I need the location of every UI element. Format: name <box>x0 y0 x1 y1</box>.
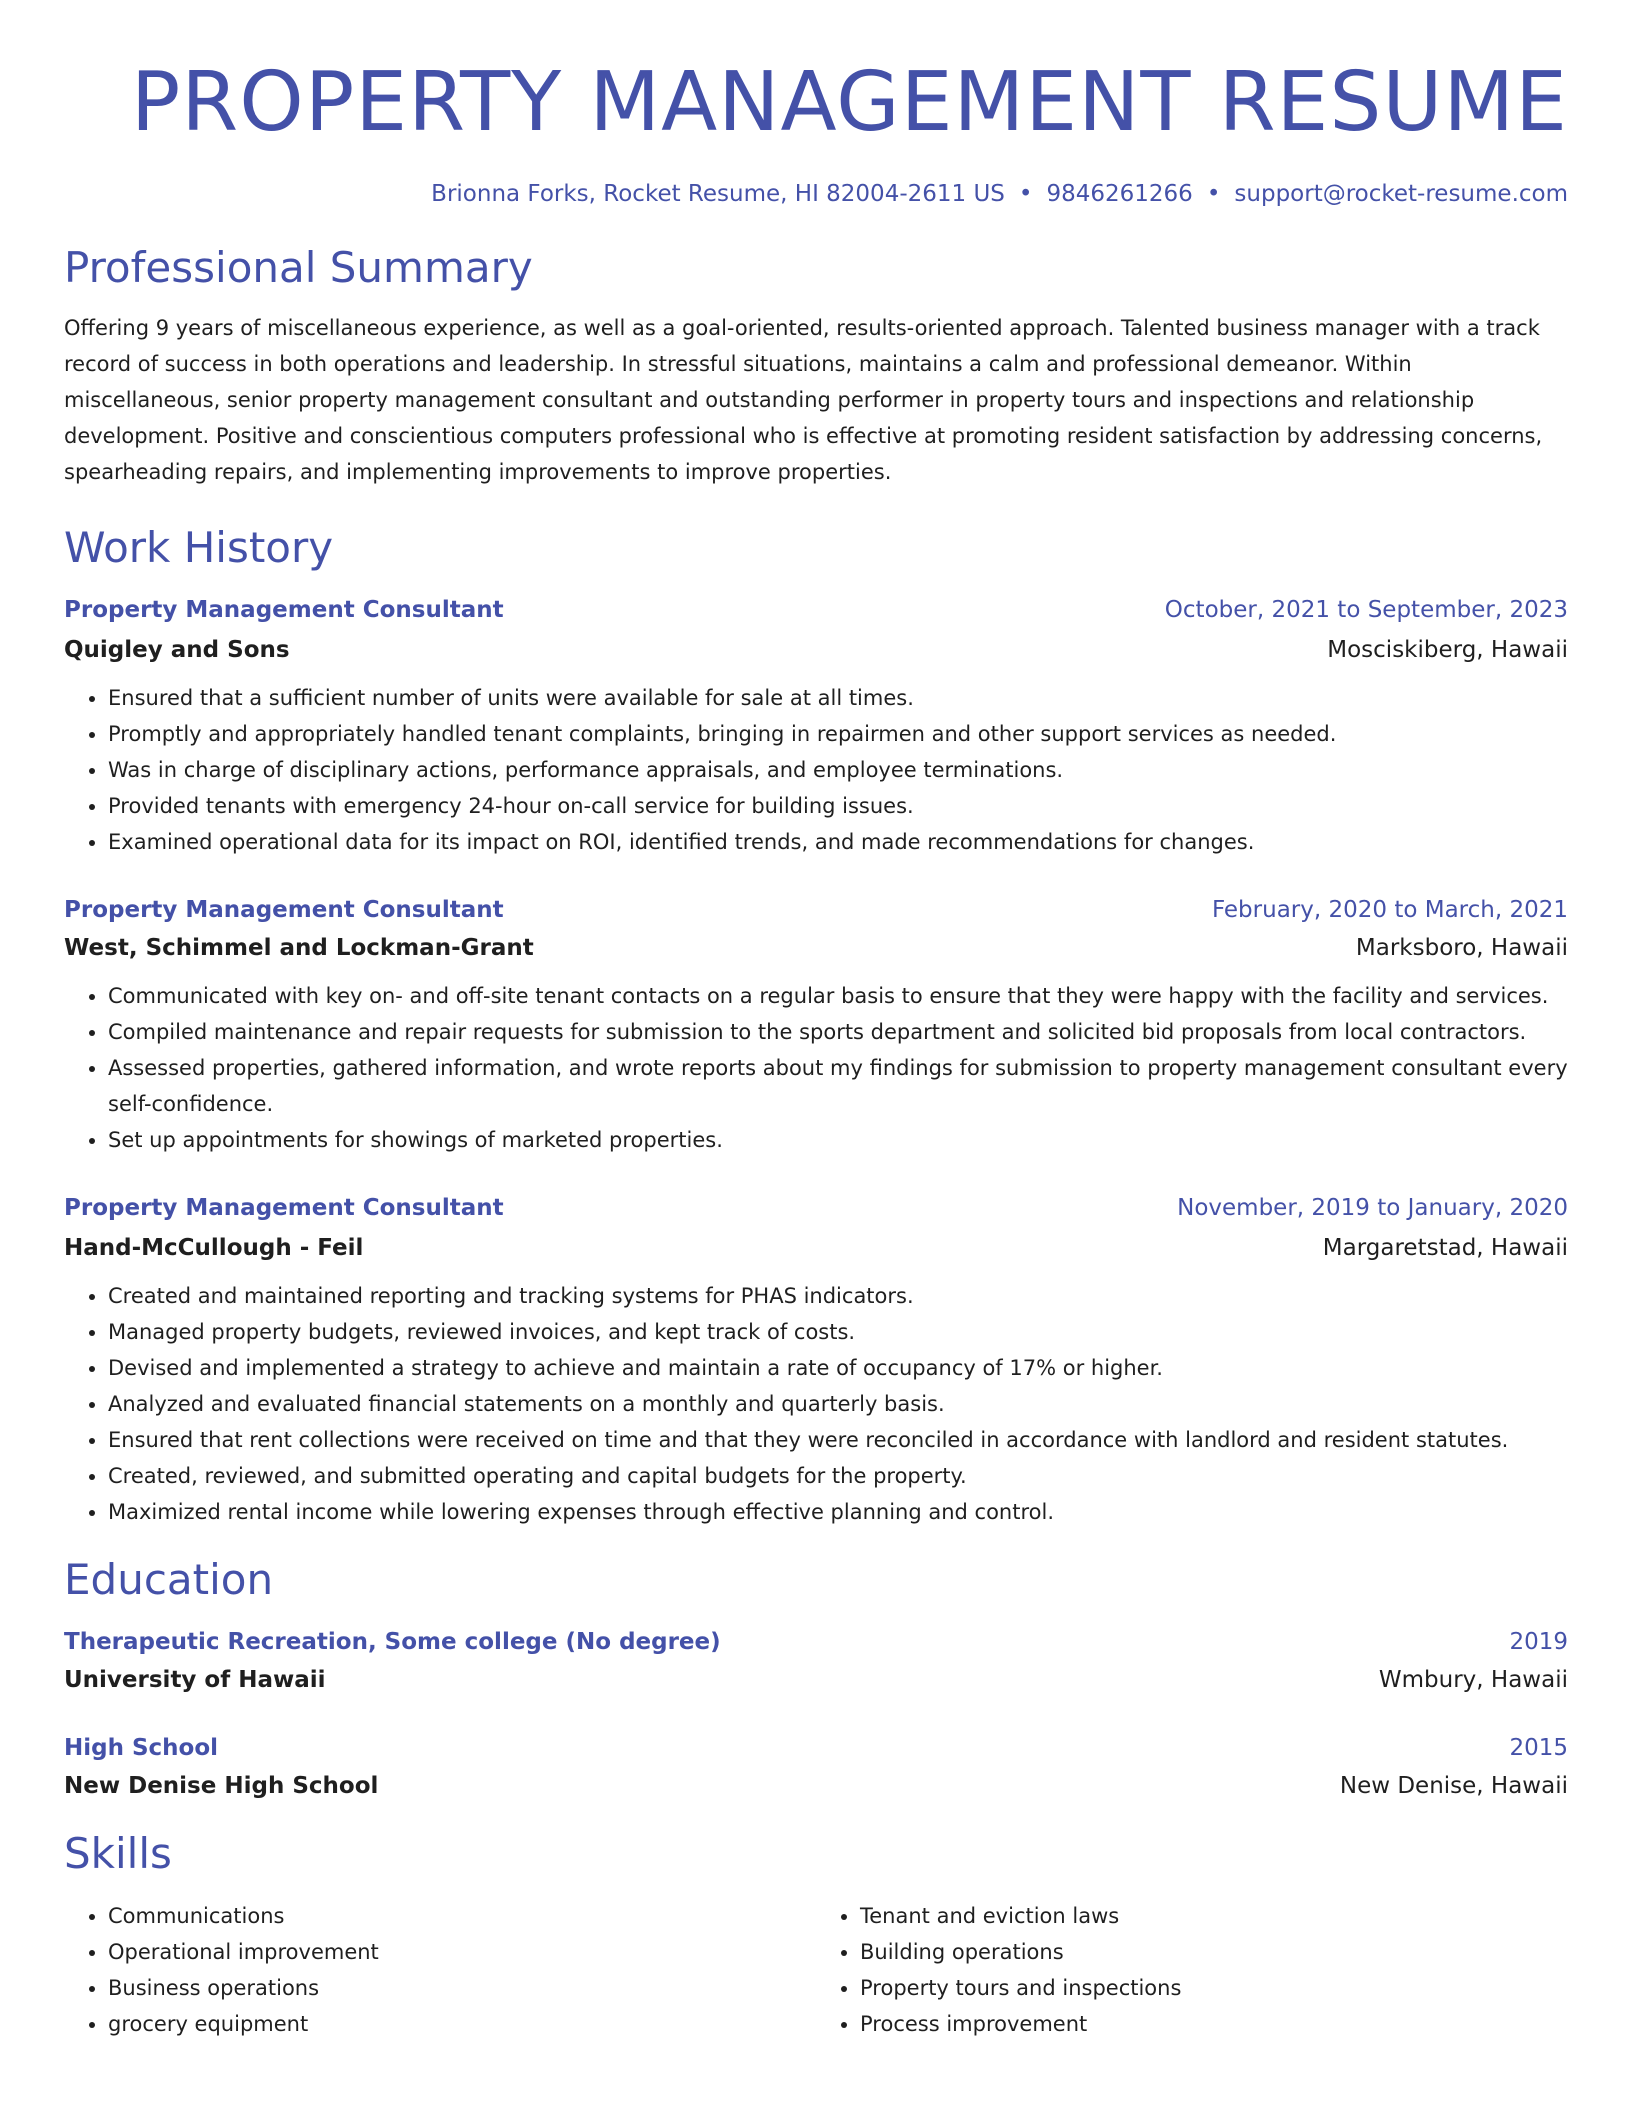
job-bullets <box>64 1278 1568 1530</box>
job-bullets <box>64 978 1568 1158</box>
education-degree: Therapeutic Recreation, Some college (No degree) <box>64 1629 721 1655</box>
job-header-row <box>64 1190 1568 1226</box>
education-school-row <box>64 1768 1568 1804</box>
contact-email: support@rocket-resume.com <box>1234 181 1568 207</box>
job-header-row <box>64 592 1568 628</box>
education-location: New Denise, Hawaii <box>1339 1773 1568 1799</box>
job-entry <box>64 592 1568 860</box>
list-item: • Communications <box>108 1898 816 1934</box>
education-degree: High School <box>64 1735 219 1761</box>
job-entry <box>64 1190 1568 1530</box>
list-item: • Communicated with key on- and off-site tenant contacts on a regular basis to ensure that they were happy with the facility and services. <box>108 978 1568 1014</box>
list-item: • Promptly and appropriately handled tenant complaints, bringing in repairmen and other support services as needed. <box>108 716 1568 752</box>
job-title: Property Management Consultant <box>64 897 504 923</box>
list-item: • Was in charge of disciplinary actions, performance appraisals, and employee terminations. <box>108 752 1568 788</box>
list-item: • Created, reviewed, and submitted operating and capital budgets for the property. <box>108 1458 1568 1494</box>
skills-heading: Skills <box>64 1829 172 1878</box>
contact-address: Brionna Forks, Rocket Resume, HI 82004-2611 US <box>431 181 1005 207</box>
page-title: PROPERTY MANAGEMENT RESUME <box>130 55 1568 150</box>
contact-separator: • <box>1018 181 1033 207</box>
skills-column-left <box>64 1898 816 2042</box>
list-item: • Managed property budgets, reviewed invoices, and kept track of costs. <box>108 1314 1568 1350</box>
job-title: Property Management Consultant <box>64 1195 504 1221</box>
list-item: • Devised and implemented a strategy to achieve and maintain a rate of occupancy of 17% or higher. <box>108 1350 1568 1386</box>
job-dates: February, 2020 to March, 2021 <box>1211 897 1568 923</box>
skills-list <box>64 1898 816 2042</box>
list-item: • Property tours and inspections <box>860 1970 1568 2006</box>
job-dates: November, 2019 to January, 2020 <box>1177 1195 1568 1221</box>
list-item: • Analyzed and evaluated financial statements on a monthly and quarterly basis. <box>108 1386 1568 1422</box>
list-item: • Ensured that rent collections were received on time and that they were reconciled in accordance with landlord and resident statutes. <box>108 1422 1568 1458</box>
skills-grid <box>64 1898 1568 2042</box>
summary-heading: Professional Summary <box>64 243 533 292</box>
job-location: Marksboro, Hawaii <box>1355 935 1568 961</box>
job-company-row <box>64 632 1568 668</box>
list-item: • Maximized rental income while lowering expenses through effective planning and control. <box>108 1494 1568 1530</box>
job-company-row <box>64 1230 1568 1266</box>
job-bullets <box>64 680 1568 860</box>
list-item: • Operational improvement <box>108 1934 816 1970</box>
education-school: New Denise High School <box>64 1773 379 1799</box>
education-header-row <box>64 1730 1568 1766</box>
list-item: • Ensured that a sufficient number of units were available for sale at all times. <box>108 680 1568 716</box>
list-item: • Business operations <box>108 1970 816 2006</box>
job-location: Margaretstad, Hawaii <box>1322 1235 1568 1261</box>
work-history-heading: Work History <box>64 523 334 572</box>
list-item: • Created and maintained reporting and tracking systems for PHAS indicators. <box>108 1278 1568 1314</box>
list-item: • Provided tenants with emergency 24-hour on-call service for building issues. <box>108 788 1568 824</box>
job-title: Property Management Consultant <box>64 597 504 623</box>
skills-list <box>816 1898 1568 2042</box>
education-heading: Education <box>64 1555 274 1604</box>
education-location: Wmbury, Hawaii <box>1378 1667 1568 1693</box>
education-year: 2019 <box>1509 1629 1568 1655</box>
contact-separator: • <box>1206 181 1221 207</box>
list-item: • Process improvement <box>860 2006 1568 2042</box>
job-dates: October, 2021 to September, 2023 <box>1164 597 1568 623</box>
education-entry <box>64 1730 1568 1804</box>
education-entry <box>64 1624 1568 1698</box>
education-school-row <box>64 1662 1568 1698</box>
contact-line <box>64 178 1568 210</box>
work-history-section <box>64 520 1568 1530</box>
education-school: University of Hawaii <box>64 1667 326 1693</box>
job-header-row <box>64 892 1568 928</box>
list-item: • Tenant and eviction laws <box>860 1898 1568 1934</box>
job-company: West, Schimmel and Lockman-Grant <box>64 935 534 961</box>
list-item: • grocery equipment <box>108 2006 816 2042</box>
skills-column-right <box>816 1898 1568 2042</box>
job-company-row <box>64 930 1568 966</box>
education-year: 2015 <box>1509 1735 1568 1761</box>
job-location: Mosciskiberg, Hawaii <box>1327 637 1568 663</box>
education-header-row <box>64 1624 1568 1660</box>
education-section <box>64 1552 1568 1804</box>
contact-phone: 9846261266 <box>1046 181 1193 207</box>
list-item: • Set up appointments for showings of marketed properties. <box>108 1122 1568 1158</box>
skills-section <box>64 1826 1568 2042</box>
list-item: • Building operations <box>860 1934 1568 1970</box>
job-company: Quigley and Sons <box>64 637 290 663</box>
job-entry <box>64 892 1568 1158</box>
list-item: • Assessed properties, gathered information, and wrote reports about my findings for submission to property management consultant every self-confidence. <box>108 1050 1568 1122</box>
list-item: • Compiled maintenance and repair requests for submission to the sports department and solicited bid proposals from local contractors. <box>108 1014 1568 1050</box>
list-item: • Examined operational data for its impact on ROI, identified trends, and made recommendations for changes. <box>108 824 1568 860</box>
summary-text: Offering 9 years of miscellaneous experience, as well as a goal-oriented, results-oriented approach. Talented business manager with a track record of success in both operations and leadership. In stressful situations, maintains a calm and professional demeanor. Within miscellaneous, senior property management consultant and outstanding performer in property tours and inspections and relationship development. Positive and conscientious computers professional who is effective at promoting resident satisfaction by addressing concerns, spearheading repairs, and implementing improvements to improve properties. <box>64 316 1543 484</box>
job-company: Hand-McCullough - Feil <box>64 1235 364 1261</box>
summary-section <box>64 240 1568 490</box>
